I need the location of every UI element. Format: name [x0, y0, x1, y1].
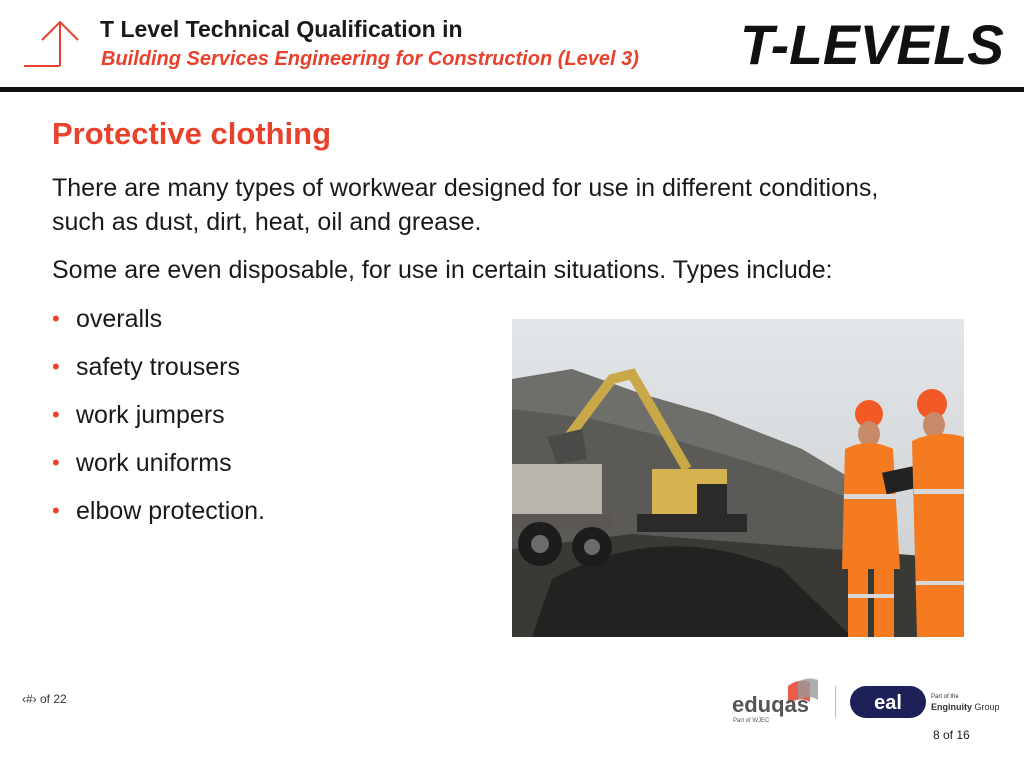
t-levels-logo-text: T-LEVELS [740, 14, 1004, 72]
list-item-label: work jumpers [76, 401, 225, 429]
eal-logo-text: eal [874, 692, 902, 714]
types-paragraph: Some are even disposable, for use in certain situations. Types include: [52, 256, 833, 284]
bullet-icon: • [52, 450, 60, 475]
bullet-icon: • [52, 402, 60, 427]
enginuity-name: Enginuity [931, 702, 972, 712]
bullet-icon: • [52, 354, 60, 379]
arrow-up-icon [22, 18, 80, 70]
page-number: 8 of 16 [933, 728, 970, 742]
qualification-title: T Level Technical Qualification in [100, 16, 463, 42]
list-item-label: work uniforms [76, 449, 232, 477]
bullet-icon: • [52, 498, 60, 523]
slide-header [0, 0, 1024, 92]
list-item [52, 398, 265, 446]
bullet-icon: • [52, 306, 60, 331]
slide-number-placeholder: ‹#› of 22 [22, 692, 67, 706]
enginuity-group: Group [974, 702, 1000, 712]
list-item [52, 350, 265, 398]
enginuity-group-logo [931, 692, 1000, 712]
list-item [52, 446, 265, 494]
list-item-label: elbow protection. [76, 497, 266, 525]
header-divider [0, 87, 1024, 92]
list-item [52, 302, 265, 350]
clothing-types-list [52, 302, 265, 542]
list-item [52, 494, 265, 542]
qualification-subtitle: Building Services Engineering for Construction (Level 3) [101, 48, 639, 70]
eduqas-logo-subtext: Part of WJEC [733, 718, 770, 724]
eduqas-logo [730, 676, 820, 726]
eal-logo [850, 686, 926, 718]
footer-divider [835, 686, 836, 718]
enginuity-part-of: Part of the [931, 694, 959, 700]
list-item-label: safety trousers [76, 353, 240, 381]
slide-heading: Protective clothing [52, 116, 332, 151]
eduqas-logo-text: eduqas [732, 692, 810, 717]
list-item-label: overalls [76, 305, 163, 333]
workers-excavator-photo [512, 319, 964, 637]
intro-paragraph: There are many types of workwear designed for use in different conditions, such as dust, dirt, heat, oil and grease. [52, 174, 879, 236]
t-levels-logo [740, 14, 1006, 72]
